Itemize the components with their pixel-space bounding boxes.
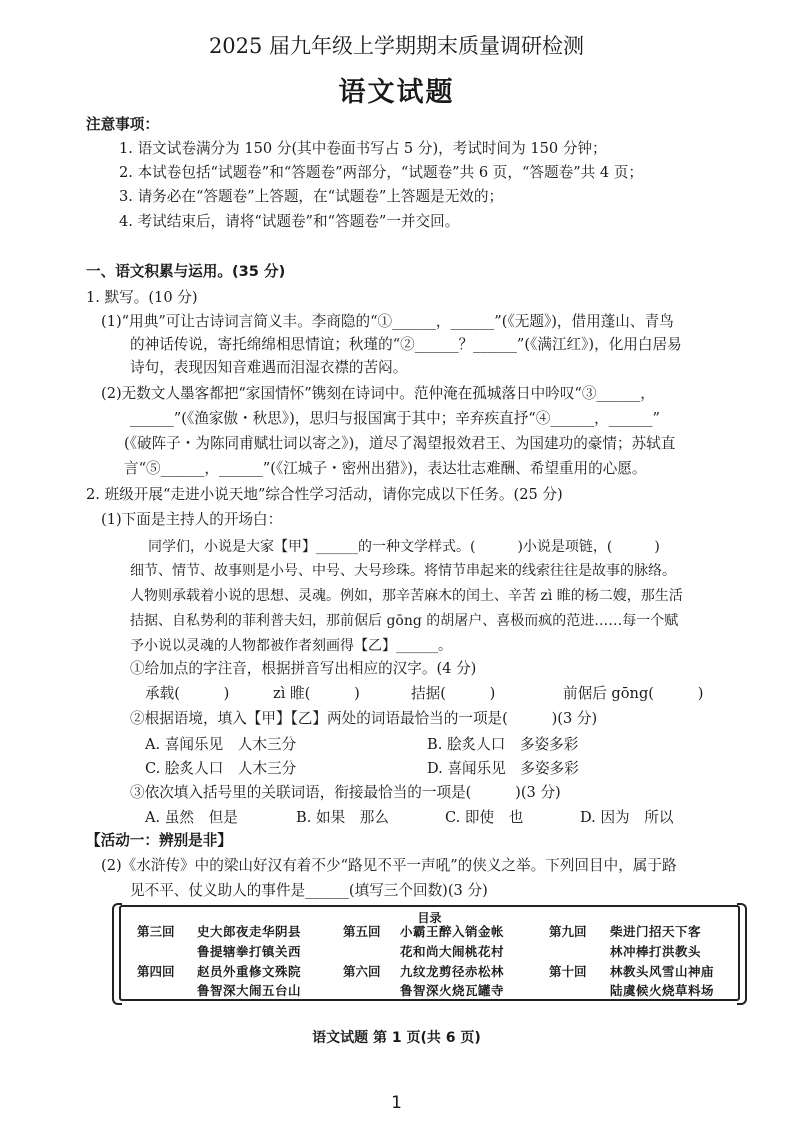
section-heading: 一、语文积累与运用。(35 分) <box>86 263 286 280</box>
toc-chapter-title: 鲁智深大闹五台山 <box>197 983 302 998</box>
question-1-2-line: 言“⑤______，______”(《江城子・密州出猎》)，表达壮志难酬、希望重用的心愿。 <box>124 460 647 477</box>
question-1-2-line: (2)无数文人墨客都把“家国情怀”镌刻在诗词中。范仲淹在孤城落日中吟叹“③______， <box>101 385 655 402</box>
subquestion-2: ②根据语境，填入【甲】【乙】两处的词语最恰当的一项是( )(3 分) <box>130 710 598 727</box>
option-c: C. 即使 也 <box>445 809 524 826</box>
pinyin-item: 拮据( ) <box>411 685 496 702</box>
toc-chapter-title: 史大郎夜走华阴县 <box>197 924 302 939</box>
option-d: D. 喜闻乐见 多姿多彩 <box>427 760 579 777</box>
question-1-1-line: 的神话传说，寄托绵绵相思情谊；秋瑾的“②______？______”(《满江红》)，化用白居易 <box>130 336 682 353</box>
option-c: C. 脍炙人口 人木三分 <box>145 760 297 777</box>
pinyin-item: 承载( ) <box>145 685 230 702</box>
toc-title: 目录 <box>417 911 442 925</box>
question-2-1-intro: (1)下面是主持人的开场白： <box>101 511 283 528</box>
subquestion-1: ①给加点的字注音，根据拼音写出相应的汉字。(4 分) <box>130 660 477 677</box>
question-1-title: 1. 默写。(10 分) <box>86 289 198 306</box>
passage-line: 人物则承载着小说的思想、灵魂。例如，那辛苦麻木的闰土、辛苦 zì 睢的杨二嫂，那生活 <box>130 588 683 604</box>
question-1-1-line: (1)“用典”可让古诗词言简义丰。李商隐的“①______，______”(《无题》)，借用蓬山、青鸟 <box>101 313 674 330</box>
option-d: D. 因为 所以 <box>580 809 674 826</box>
toc-chapter-title: 林冲棒打洪教头 <box>610 944 702 959</box>
toc-chapter-title: 鲁智深火烧瓦罐寺 <box>400 983 505 998</box>
passage-line: 细节、情节、故事则是小号、中号、大号珍珠。将情节串起来的线索往往是故事的脉络。 <box>130 563 676 579</box>
option-a: A. 虽然 但是 <box>145 809 238 826</box>
question-1-2-line: (《破阵子・为陈同甫赋壮词以寄之》)，道尽了渴望报效君王、为国建功的豪情；苏轼直 <box>124 435 676 452</box>
subquestion-3: ③依次填入括号里的关联词语，衔接最恰当的一项是( )(3 分) <box>130 784 561 801</box>
toc-chapter-title: 柴进门招天下客 <box>610 924 702 939</box>
toc-chapter-title: 林教头风雪山神庙 <box>610 964 715 979</box>
passage-line: 予小说以灵魂的人物都被作者刻画得【乙】______。 <box>130 638 452 654</box>
toc-chapter-number: 第十回 <box>549 964 587 979</box>
notice-item: 1. 语文试卷满分为 150 分(其中卷面书写占 5 分)，考试时间为 150 分钟； <box>119 140 607 157</box>
notice-item: 3. 请务必在“答题卷”上答题，在“试题卷”上答题是无效的； <box>119 188 504 205</box>
pinyin-item: 前倨后 gōng( ) <box>563 685 704 702</box>
question-2-title: 2. 班级开展“走进小说天地”综合性学习活动，请你完成以下任务。(25 分) <box>86 486 563 503</box>
notice-heading: 注意事项： <box>86 116 159 133</box>
toc-chapter-number: 第九回 <box>549 924 587 939</box>
option-b: B. 脍炙人口 多姿多彩 <box>427 736 579 753</box>
pinyin-item: zì 睢( ) <box>273 685 360 702</box>
question-2-2-line: (2)《水浒传》中的梁山好汉有着不少“路见不平一声吼”的侠义之举。下列回目中，属于路 <box>101 857 677 874</box>
question-1-2-line: ______”(《渔家傲・秋思》)，思归与报国寓于其中；辛弃疾直抒“④______，______” <box>130 410 660 427</box>
toc-chapter-title: 花和尚大闹桃花村 <box>400 944 505 959</box>
passage-line: 同学们，小说是大家【甲】______的一种文学样式。( )小说是项链，( ) <box>148 539 660 555</box>
question-1-1-line: 诗句，表现因知音难遇而泪湿衣襟的苦闷。 <box>130 359 408 376</box>
page-footer: 语文试题 第 1 页(共 6 页) <box>312 1030 481 1046</box>
notice-item: 4. 考试结束后，请将“试题卷”和“答题卷”一并交回。 <box>119 213 460 230</box>
toc-chapter-title: 小霸王醉入销金帐 <box>400 924 505 939</box>
toc-chapter-title: 鲁提辖拳打镇关西 <box>197 944 302 959</box>
exam-title: 2025 届九年级上学期期末质量调研检测 <box>208 34 585 58</box>
toc-chapter-title: 赵员外重修文殊院 <box>197 964 302 979</box>
toc-chapter-title: 陆虞候火烧草料场 <box>610 983 715 998</box>
toc-chapter-number: 第三回 <box>137 924 175 939</box>
subject-title: 语文试题 <box>338 77 455 108</box>
toc-chapter-title: 九纹龙剪径赤松林 <box>400 964 505 979</box>
passage-line: 拮据、自私势利的菲利普夫妇，那前倨后 gōng 的胡屠户、喜极而疯的范进……每一个赋 <box>130 613 679 629</box>
question-2-2-line: 见不平、仗义助人的事件是______(填写三个回数)(3 分) <box>130 882 488 899</box>
option-a: A. 喜闻乐见 人木三分 <box>145 736 297 753</box>
toc-chapter-number: 第四回 <box>137 964 175 979</box>
page-number: 1 <box>391 1093 402 1113</box>
toc-chapter-number: 第六回 <box>343 964 381 979</box>
activity-heading: 【活动一：辨别是非】 <box>86 832 232 849</box>
toc-chapter-number: 第五回 <box>343 924 381 939</box>
option-b: B. 如果 那么 <box>296 809 389 826</box>
notice-item: 2. 本试卷包括“试题卷”和“答题卷”两部分，“试题卷”共 6 页，“答题卷”共 4 页； <box>119 164 644 181</box>
toc-box <box>119 905 740 1001</box>
